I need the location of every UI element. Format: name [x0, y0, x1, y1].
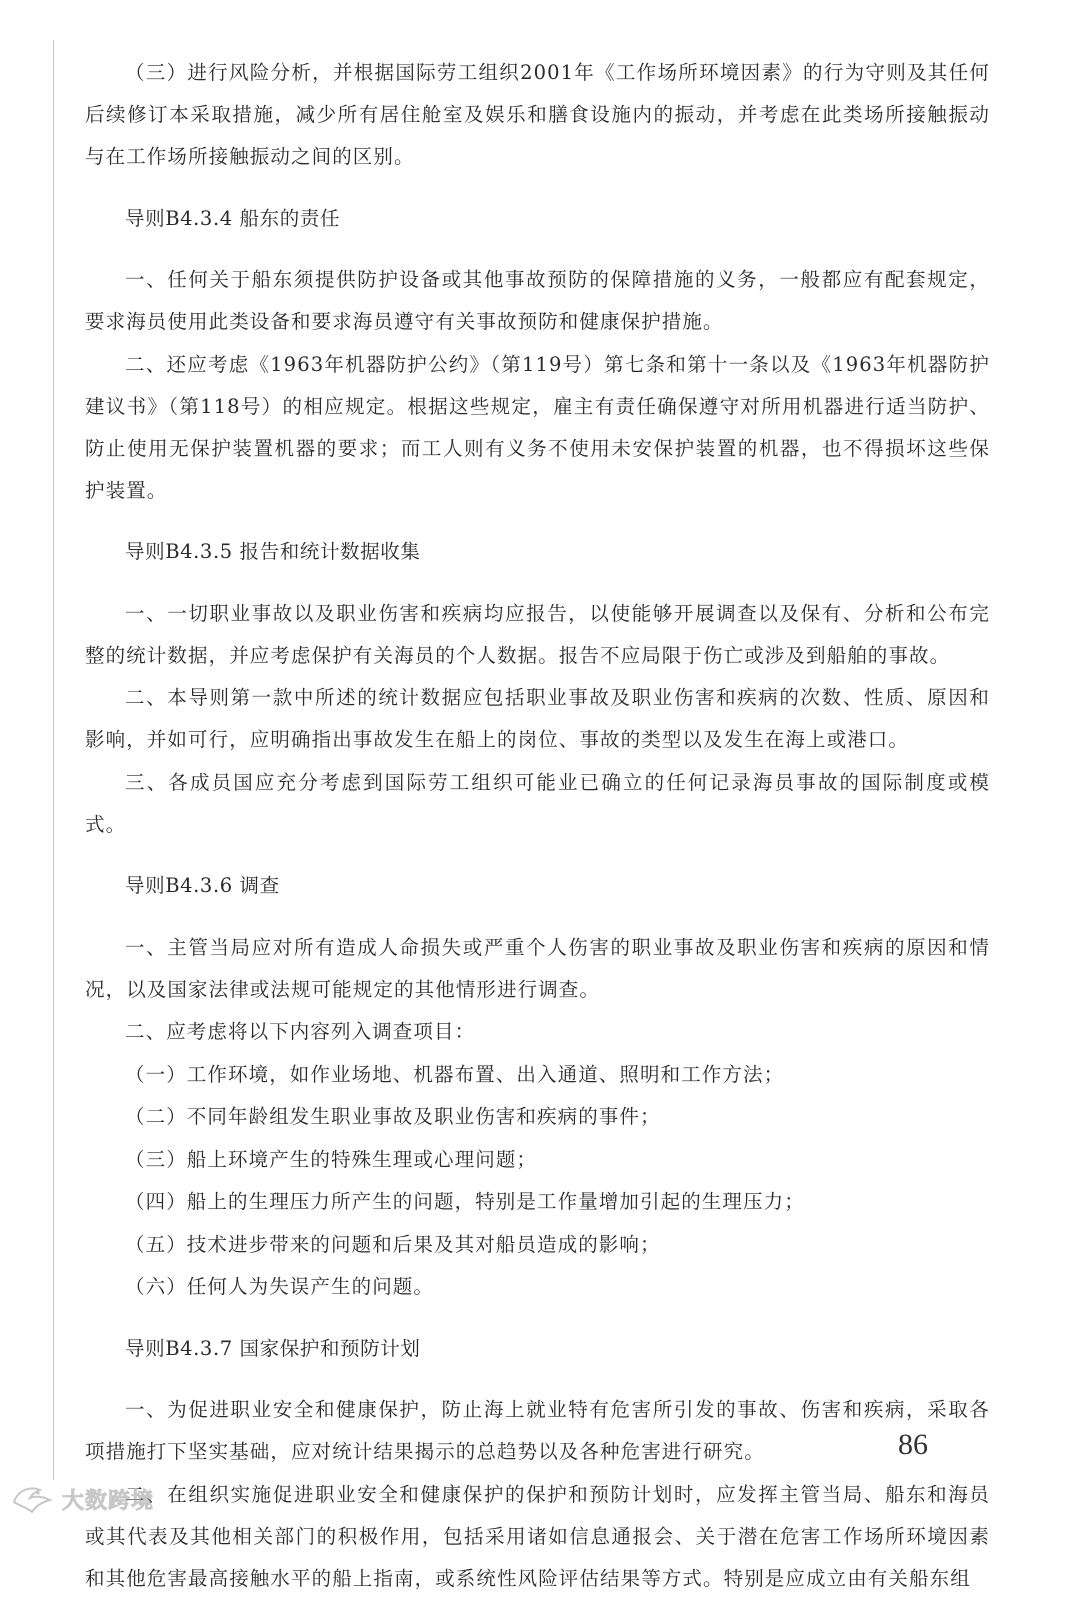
paragraph-10: 一、主管当局应对所有造成人命损失或严重个人伤害的职业事故及职业伤害和疾病的原因和情况，以及国家法律或法规可能规定的其他情形进行调查。	[85, 935, 990, 1001]
list-item-5: （五）技术进步带来的问题和后果及其对船员造成的影响；	[125, 1232, 661, 1256]
document-body	[85, 52, 990, 1600]
paragraph-4: 二、还应考虑《1963年机器防护公约》（第119号）第七条和第十一条以及《1963年机器防护建议书》（第118号）的相应规定。根据这些规定，雇主有责任确保遵守对所用机器进行适当防护、防止使用无保护装置机器的要求；而工人则有义务不使用未安保护装置的机器，也不得损坏这些保护装置。	[85, 352, 990, 502]
section-heading-b4-3-7: 导则B4.3.7 国家保护和预防计划	[125, 1336, 421, 1360]
paragraph-8: 三、各成员国应充分考虑到国际劳工组织可能业已确立的任何记录海员事故的国际制度或模式。	[85, 770, 990, 836]
section-heading-b4-3-4: 导则B4.3.4 船东的责任	[125, 206, 341, 230]
list-item-2: （二）不同年龄组发生职业事故及职业伤害和疾病的事件；	[125, 1105, 661, 1128]
paragraph-11: 二、应考虑将以下内容列入调查项目：	[125, 1020, 476, 1043]
watermark-text: 大数跨境	[62, 1488, 155, 1514]
list-item-4: （四）船上的生理压力所产生的问题，特别是工作量增加引起的生理压力；	[125, 1190, 805, 1213]
page-number: 86	[898, 1428, 928, 1461]
paragraph-7: 二、本导则第一款中所述的统计数据应包括职业事故及职业伤害和疾病的次数、性质、原因和影响，并如可行，应明确指出事故发生在船上的岗位、事故的类型以及发生在海上或港口。	[85, 686, 990, 751]
paragraph-6: 一、一切职业事故以及职业伤害和疾病均应报告，以使能够开展调查以及保有、分析和公布完整的统计数据，并应考虑保护有关海员的个人数据。报告不应局限于伤亡或涉及到船舶的事故。	[85, 601, 990, 667]
left-margin-rule	[53, 40, 54, 1480]
bird-logo-icon	[10, 1482, 54, 1516]
paragraph-1: （三）进行风险分析，并根据国际劳工组织2001年《工作场所环境因素》的行为守则及其任何后续修订本采取措施，减少所有居住舱室及娱乐和膳食设施内的振动，并考虑在此类场所接触振动与在工作场所接触振动之间的区别。	[85, 61, 990, 168]
section-heading-b4-3-6: 导则B4.3.6 调查	[125, 874, 280, 897]
list-item-3: （三）船上环境产生的特殊生理或心理问题；	[125, 1147, 538, 1171]
paragraph-20: 二、在组织实施促进职业安全和健康保护的保护和预防计划时，应发挥主管当局、船东和海员或其代表及其他相关部门的积极作用，包括采用诸如信息通报会、关于潜在危害工作场所环境因素和其他危害最高接触水平的船上指南，或系统性风险评估结果等方式。特别是应成立由有关船东组	[85, 1482, 990, 1590]
list-item-6: （六）任何人为失误产生的问题。	[125, 1275, 435, 1298]
section-heading-b4-3-5: 导则B4.3.5 报告和统计数据收集	[125, 540, 421, 563]
paragraph-19: 一、为促进职业安全和健康保护，防止海上就业特有危害所引发的事故、伤害和疾病，采取各项措施打下坚实基础，应对统计结果揭示的总趋势以及各种危害进行研究。	[85, 1398, 990, 1463]
list-item-1: （一）工作环境，如作业场地、机器布置、出入通道、照明和工作方法；	[125, 1062, 785, 1086]
paragraph-3: 一、任何关于船东须提供防护设备或其他事故预防的保障措施的义务，一般都应有配套规定，要求海员使用此类设备和要求海员遵守有关事故预防和健康保护措施。	[85, 268, 990, 333]
watermark	[10, 1482, 154, 1516]
